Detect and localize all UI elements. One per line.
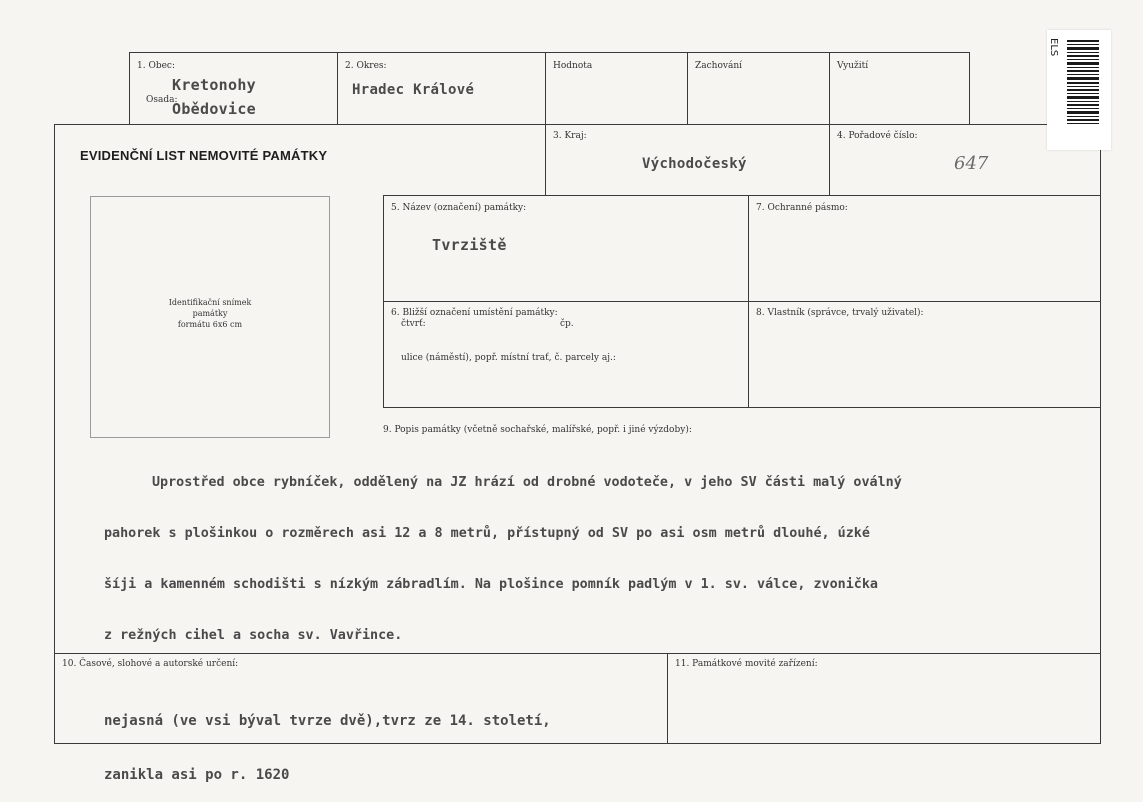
photo-caption-line: památky bbox=[192, 309, 228, 318]
poradove-label: 4. Pořadové číslo: bbox=[837, 131, 918, 141]
urceni-text bbox=[104, 676, 551, 802]
divider bbox=[54, 653, 1101, 654]
popis-line: z režných cihel a socha sv. Vavřince. bbox=[104, 628, 403, 643]
popis-label: 9. Popis památky (včetně sochařské, malířské, popř. i jiné výzdoby): bbox=[383, 425, 692, 435]
popis-line: Uprostřed obce rybníček, oddělený na JZ hrází od drobné vodoteče, v jeho SV části malý oválný bbox=[152, 475, 902, 490]
obec-value: Kretonohy bbox=[172, 76, 256, 94]
vyuziti-label: Využití bbox=[837, 61, 869, 71]
form-title: EVIDENČNÍ LIST NEMOVITÉ PAMÁTKY bbox=[80, 148, 328, 163]
urceni-line: zanikla asi po r. 1620 bbox=[104, 767, 290, 783]
okres-label: 2. Okres: bbox=[345, 61, 387, 71]
zarizeni-label: 11. Památkové movité zařízení: bbox=[675, 659, 818, 669]
divider bbox=[383, 301, 1101, 302]
osada-label: Osada: bbox=[146, 95, 178, 105]
nazev-value: Tvrziště bbox=[432, 236, 507, 254]
kraj-value: Východočeský bbox=[642, 156, 747, 172]
photo-caption bbox=[90, 297, 330, 330]
kraj-label: 3. Kraj: bbox=[553, 131, 587, 141]
umisteni-label: 6. Bližší označení umístění památky: bbox=[391, 308, 558, 318]
ulice-label: ulice (náměstí), popř. místní trať, č. parcely aj.: bbox=[401, 353, 616, 363]
divider bbox=[829, 124, 830, 196]
barcode-text: ELS bbox=[1048, 38, 1059, 57]
obec-label: 1. Obec: bbox=[137, 61, 175, 71]
popis-line: pahorek s plošinkou o rozměrech asi 12 a 8 metrů, přístupný od SV po asi osm metrů dlouhé, úzké bbox=[104, 526, 870, 541]
poradove-value: 647 bbox=[954, 153, 989, 174]
osada-value: Obědovice bbox=[172, 100, 256, 118]
barcode-sticker bbox=[1047, 30, 1111, 150]
zachovani-label: Zachování bbox=[695, 61, 742, 71]
popis-line: šíji a kamenném schodišti s nízkým zábradlím. Na plošince pomník padlým v 1. sv. válce, zvonička bbox=[104, 577, 878, 592]
divider bbox=[545, 124, 546, 196]
popis-text bbox=[104, 440, 902, 661]
urceni-label: 10. Časové, slohové a autorské určení: bbox=[62, 659, 239, 669]
cp-label: čp. bbox=[560, 319, 574, 329]
ctvrt-label: čtvrť: bbox=[401, 319, 426, 329]
hodnota-label: Hodnota bbox=[553, 61, 593, 71]
nazev-label: 5. Název (označení) památky: bbox=[391, 203, 527, 213]
pasmo-label: 7. Ochranné pásmo: bbox=[756, 203, 848, 213]
okres-value: Hradec Králové bbox=[352, 82, 475, 98]
photo-caption-line: formátu 6x6 cm bbox=[177, 320, 243, 329]
photo-caption-line: Identifikační snímek bbox=[168, 298, 252, 307]
vlastnik-label: 8. Vlastník (správce, trvalý uživatel): bbox=[756, 308, 924, 318]
divider bbox=[667, 653, 668, 744]
urceni-line: nejasná (ve vsi býval tvrze dvě),tvrz ze 14. století, bbox=[104, 713, 551, 729]
